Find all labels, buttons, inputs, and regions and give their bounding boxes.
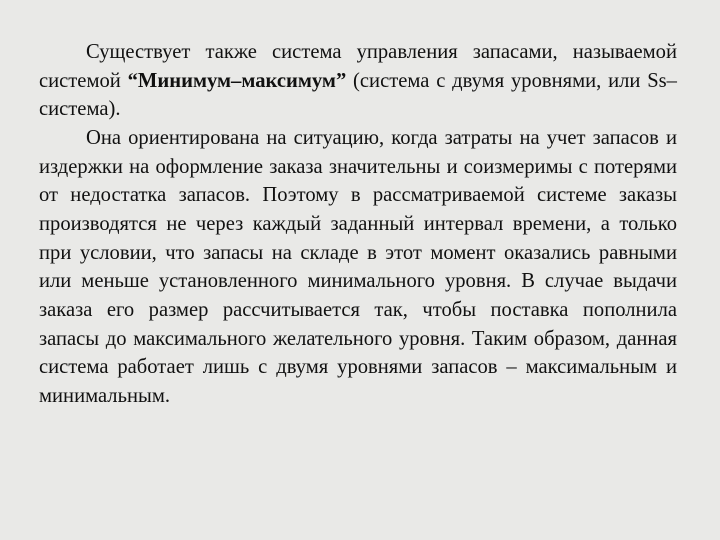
paragraph-2: Она ориентирована на ситуацию, когда затраты на учет запасов и издержки на оформление заказа значительны и соизмеримы с потерями от недостатка запасов. Поэтому в рассматриваемой системе заказы производятся не через каждый заданный интервал времени, а только при условии, что запасы на складе в этот момент оказались равными или меньше установленного минимального уровня. В случае выдачи заказа его размер рассчитывается так, чтобы поставка пополнила запасы до максимального желательного уровня. Таким образом, данная система работает лишь с двумя уровнями запасов – максимальным и минимальным.: [39, 126, 677, 407]
paragraph-1: [39, 38, 677, 124]
paragraph-1-after: (система с двумя уровнями, или Ss–система).: [39, 69, 677, 121]
text-block: [39, 38, 677, 411]
system-name-emphasis: “Минимум–максимум”: [127, 69, 347, 92]
paragraph-1-before: Существует также система управления запасами, называемой системой: [39, 41, 677, 92]
